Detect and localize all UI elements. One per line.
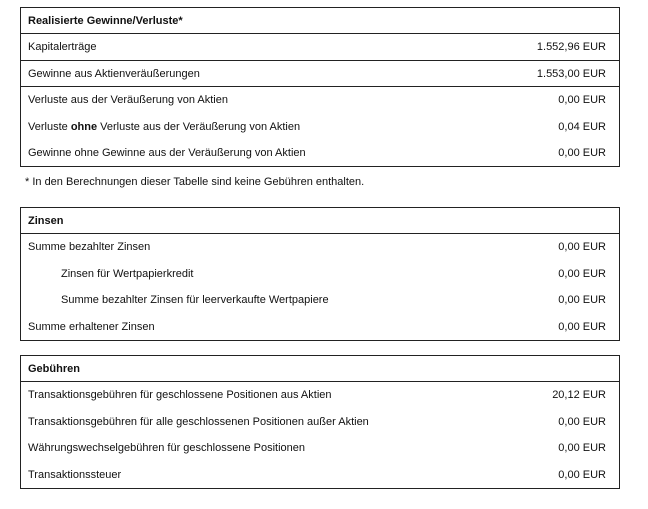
row-label bbox=[28, 114, 300, 140]
row-value: 1.552,96 EUR bbox=[536, 41, 606, 53]
row-value: 0,00 EUR bbox=[558, 241, 606, 253]
table-row bbox=[21, 409, 619, 436]
row-label-bold: ohne bbox=[70, 120, 98, 133]
table-row bbox=[21, 462, 619, 489]
row-value: 0,00 EUR bbox=[558, 442, 606, 455]
table-row bbox=[21, 314, 619, 341]
row-value: 0,00 EUR bbox=[558, 94, 606, 107]
table-row bbox=[21, 382, 619, 409]
row-value: 1.553,00 EUR bbox=[536, 67, 606, 80]
row-label: Gewinne aus Aktienveräußerungen bbox=[28, 67, 200, 80]
table-row bbox=[21, 114, 619, 141]
row-label: Transaktionsgebühren für alle geschlossenen Positionen außer Aktien bbox=[28, 415, 369, 428]
row-label: Transaktionsgebühren für geschlossene Positionen aus Aktien bbox=[28, 389, 332, 401]
row-value: 0,00 EUR bbox=[558, 267, 606, 280]
row-value: 0,00 EUR bbox=[558, 415, 606, 428]
row-value: 0,00 EUR bbox=[558, 147, 606, 160]
table-row bbox=[21, 87, 619, 114]
row-label: Summe bezahlter Zinsen bbox=[28, 241, 151, 253]
row-label: Kapitalerträge bbox=[28, 41, 97, 53]
interest-table bbox=[20, 207, 620, 341]
table-row bbox=[21, 140, 619, 167]
row-label: Gewinne ohne Gewinne aus der Veräußerung von Aktien bbox=[28, 147, 306, 160]
row-label: Verluste aus der Veräußerung von Aktien bbox=[28, 94, 228, 107]
fees-title: Gebühren bbox=[21, 356, 619, 382]
row-label: Summe erhaltener Zinsen bbox=[28, 320, 155, 333]
table-row bbox=[21, 261, 619, 288]
row-label: Summe bezahlter Zinsen für leerverkaufte Wertpapiere bbox=[61, 294, 329, 307]
fees-table bbox=[20, 355, 620, 489]
table-row bbox=[21, 61, 619, 88]
row-label: Zinsen für Wertpapierkredit bbox=[61, 267, 194, 280]
gains-losses-title: Realisierte Gewinne/Verluste* bbox=[21, 8, 619, 34]
row-value: 20,12 EUR bbox=[552, 389, 606, 401]
row-value: 0,04 EUR bbox=[558, 120, 606, 133]
interest-title: Zinsen bbox=[21, 208, 619, 234]
table-row bbox=[21, 34, 619, 61]
row-label: Transaktionssteuer bbox=[28, 468, 122, 481]
row-value: 0,00 EUR bbox=[558, 320, 606, 333]
gains-losses-footnote: * In den Berechnungen dieser Tabelle sind keine Gebühren enthalten. bbox=[25, 176, 365, 188]
table-row bbox=[21, 287, 619, 314]
row-value: 0,00 EUR bbox=[558, 468, 606, 481]
row-label-pre: Verluste bbox=[28, 120, 71, 133]
row-label-post: Verluste aus der Veräußerung von Aktien bbox=[97, 120, 301, 133]
table-row bbox=[21, 435, 619, 462]
gains-losses-table bbox=[20, 7, 620, 167]
row-value: 0,00 EUR bbox=[558, 294, 606, 307]
table-row bbox=[21, 234, 619, 261]
row-label: Währungswechselgebühren für geschlossene Positionen bbox=[28, 442, 306, 455]
